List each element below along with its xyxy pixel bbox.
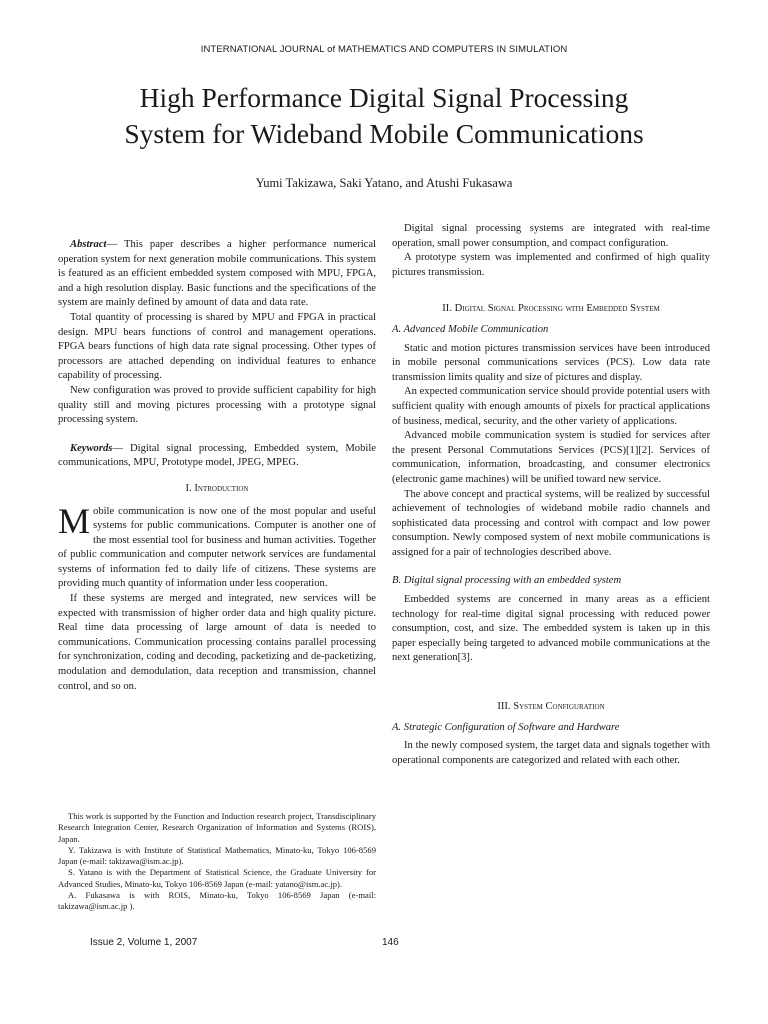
footnotes xyxy=(58,811,376,913)
abstract-paragraph-2: Total quantity of processing is shared by MPU and FPGA in practical design. MPU bears functions of control and management operations. FPGA bears functions of high data rate signal processing. Other types of processors are attached depending on individual features to enhance capability of processing. xyxy=(58,311,376,382)
subsection-2a-heading: A. Advanced Mobile Communication xyxy=(392,323,549,335)
intro-paragraph-1: Mobile communication is now one of the most popular and useful systems for public communications. Computer is another one of the most essential tool for business and human activities. Together of public communication and computer network services are fundamental systems of information fed to daily life of citizens. These systems are providing much quantity of information under less cooperation. xyxy=(58,500,376,590)
drop-cap: M xyxy=(58,500,91,541)
footnote-author-1: Y. Takizawa is with Institute of Statistical Mathematics, Minato-ku, Tokyo 106-8569 Japan (e-mail: takizawa@ism.ac.jp). xyxy=(58,844,376,867)
section-2b-paragraph-1: Embedded systems are concerned in many areas as a efficient technology for real-time digital signal processing with reduced power consumption, cost, and size. The embedded system is taken up in this paper especially being targeted to advanced mobile communications at the next generation[3]. xyxy=(392,594,710,664)
abstract-paragraph-1: Abstract— This paper describes a higher performance numerical operation system for next generation mobile communications. This system is featured as an efficient embedded system composed with MPU, FPGA, and a high resolution display. Basic functions and the specifications of the system are mainly defined by amount of data and data rate. xyxy=(58,239,376,309)
right-column xyxy=(392,222,710,768)
abstract-dash: — xyxy=(106,239,124,250)
paper-title xyxy=(60,80,708,152)
keywords-label: Keywords xyxy=(70,442,113,454)
section-2-heading: II. Digital Signal Processing with Embedded System xyxy=(442,303,660,315)
abstract-label: Abstract xyxy=(70,239,107,250)
section-2a-paragraph-4: The above concept and practical systems, will be realized by successful achievement of technologies of wideband mobile radio channels and sophisticated data processing and control with compact and low power consumption. Newly composed system of next mobile communications is assigned for a pair of technologies described above. xyxy=(392,488,710,558)
footnote-author-2: S. Yatano is with the Department of Statistical Science, the Graduate University for Advanced Studies, Minato-ku, Tokyo 106-8569 Japan (e-mail: yatano@ism.ac.jp). xyxy=(58,867,376,889)
right-paragraph-2: A prototype system was implemented and confirmed of high quality pictures transmission. xyxy=(392,252,710,278)
keywords-paragraph: Keywords— Digital signal processing, Embedded system, Mobile communications, MPU, Prototype model, JPEG, MPEG. xyxy=(58,442,376,469)
title-line-2: System for Wideband Mobile Communications xyxy=(124,118,644,149)
footnote-author-3: A. Fukasawa is with ROIS, Minato-ku, Tokyo 106-8569 Japan (e-mail: takizawa@ism.ac.jp ). xyxy=(58,890,376,912)
abstract-paragraph-3: New configuration was proved to provide sufficient capability for high quality still and moving pictures processing with a prototype signal processing system. xyxy=(58,384,376,426)
section-2a-paragraph-1: Static and motion pictures transmission services have been introduced in mobile personal communications services (PCS). Low data rate transmission limits quality and size of pictures and display. xyxy=(392,342,710,383)
section-3a-paragraph-1: In the newly composed system, the target data and signals together with operational components are categorized and related with each other. xyxy=(392,740,710,766)
keywords-dash: — xyxy=(112,442,131,454)
footnote-funding: This work is supported by the Function and Induction research project, Transdisciplinary Research Integration Center, Research Organization of Information and Systems (ROIS), Japan. xyxy=(58,811,376,844)
journal-header: INTERNATIONAL JOURNAL of MATHEMATICS AND COMPUTERS IN SIMULATION xyxy=(200,44,568,55)
intro-paragraph-2: If these systems are merged and integrated, new services will be expected with transmission of higher order data and high quality picture. Real time data processing of large amount of data is needed to communications. Communication processing contains parallel processing for synchronization, coding and decoding, packetizing and de-packetizing, modulation and demodulation, data reception and transmission, channel control, and so on. xyxy=(58,593,376,692)
subsection-3a-heading: A. Strategic Configuration of Software and Hardware xyxy=(392,721,620,733)
section-3-heading: III. System Configuration xyxy=(497,701,605,713)
footer-issue: Issue 2, Volume 1, 2007 xyxy=(90,937,198,948)
section-2a-paragraph-3: Advanced mobile communication system is studied for services after the present Personal Commutations Services (PCS)[1][2]. Services of communication, information, broadcasting, and consumer electronics (electronic game machines) will be unified toward new service. xyxy=(392,430,710,485)
section-2a-paragraph-2: An expected communication service should provide potential users with sufficient quality with enough amounts of pixels for practical applications of business, medical, security, and the other variety of applications. xyxy=(392,386,710,427)
subsection-2b-heading: B. Digital signal processing with an embedded system xyxy=(392,575,622,587)
author-list: Yumi Takizawa, Saki Yatano, and Atushi Fukasawa xyxy=(255,176,513,190)
right-paragraph-1: Digital signal processing systems are integrated with real-time operation, small power consumption, and compact configuration. xyxy=(392,223,710,249)
page-number: 146 xyxy=(382,937,399,948)
intro-heading: I. Introduction xyxy=(185,482,249,494)
title-line-1: High Performance Digital Signal Processing xyxy=(139,82,629,113)
left-column xyxy=(58,238,376,694)
